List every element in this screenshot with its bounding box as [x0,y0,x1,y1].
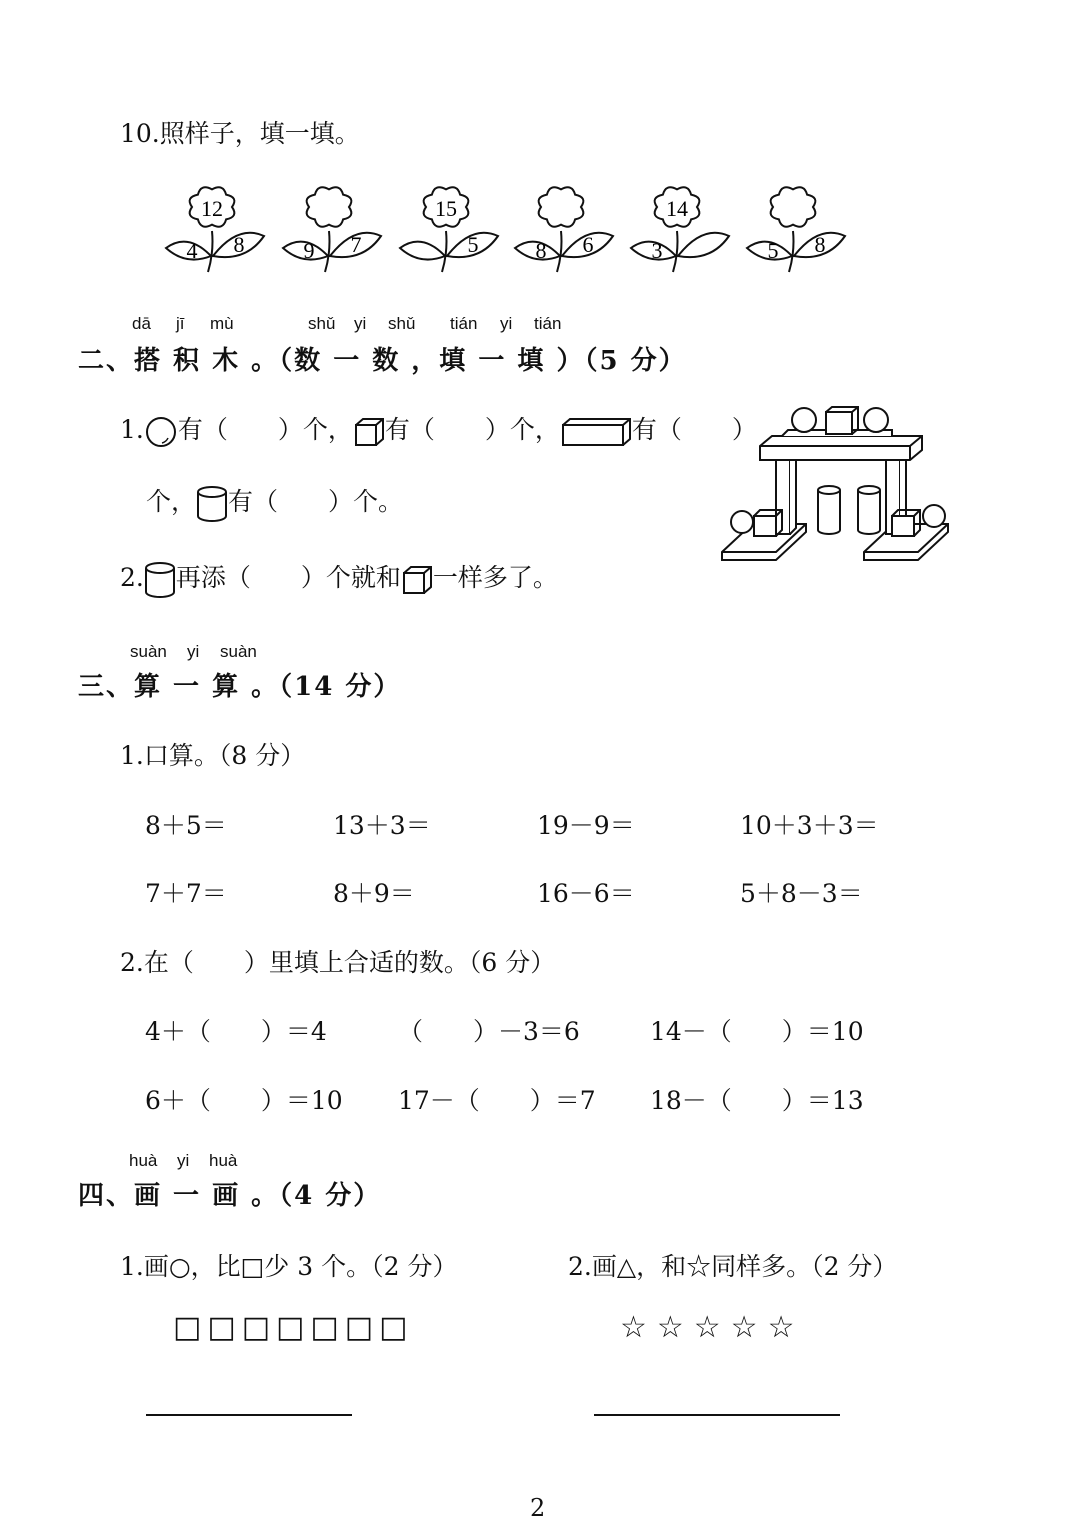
fill-in-equation: 17－（ ）＝7 [398,1086,596,1115]
right-leaf-number: 8 [814,232,826,257]
pinyin-mu: mù [210,314,234,333]
flower-stem [673,231,678,272]
equation: 8＋9＝ [333,879,415,908]
sphere-icon [144,416,178,448]
pinyin-yi1: yi [354,314,367,333]
page-number: 2 [530,1494,546,1522]
cylinder-count: 有（ ）个。 [228,487,404,516]
left-leaf-number: 8 [535,238,547,263]
flower-top-number: 14 [666,196,688,221]
left-leaf-number: 3 [651,238,663,263]
fill-in-equation: 14－（ ）＝10 [650,1017,864,1046]
pinyin-suan1: suàn [130,642,167,661]
right-leaf-number: 8 [233,232,245,257]
pinyin-tian1: tián [450,314,478,333]
fill-in-equation: 18－（ ）＝13 [650,1086,864,1115]
section2-heading: 二、搭 积 木 。（数 一 数 ，填 一 填 ）（5 分） [78,346,687,376]
q2-text-end: 一样多了。 [432,563,558,592]
pinyin-ji: jī [176,314,185,333]
left-leaf-number: 9 [303,238,315,263]
flower [166,187,264,272]
q2-number: 2. [120,563,144,592]
sec4-q1: 1.画○，比□少 3 个。（2 分） [120,1252,458,1281]
answer-line-triangles[interactable] [594,1414,840,1416]
left-leaf-number: 5 [767,238,779,263]
sec2-q1-line1 [120,410,757,448]
right-leaf-number: 6 [582,232,594,257]
stars-row: ☆☆☆☆☆ [620,1310,805,1345]
pinyin-da: dā [132,314,151,333]
left-leaf [400,242,445,260]
equation: 7＋7＝ [145,879,227,908]
flower-top-number: 12 [201,196,223,221]
equation: 10＋3＋3＝ [740,811,879,840]
pinyin-yi2: yi [500,314,513,333]
sphere-count: 有（ ）个， [177,415,353,444]
flower-stem [442,231,447,272]
cylinder-icon [144,561,176,599]
pinyin-yi3: yi [187,642,200,661]
fill-in-equation: 4＋（ ）＝4 [145,1017,327,1046]
right-leaf-number: 5 [467,232,479,257]
equation: 13＋3＝ [333,811,431,840]
pinyin-shu1: shǔ [308,314,336,333]
flower-top-number: 15 [435,196,457,221]
section4-heading: 四、画 一 画 。（4 分） [78,1181,382,1211]
flower-stem [557,231,562,272]
right-leaf-number: 7 [350,232,362,257]
flower-head [771,187,816,226]
flower [631,187,729,272]
equation: 5＋8－3＝ [740,879,863,908]
flower [747,187,845,272]
sec3-sub1: 1.口算。（8 分） [120,741,306,770]
cuboid-count: 有（ ） [631,415,757,444]
cube-icon [401,565,433,595]
block-structure-illustration [716,400,956,570]
flower [400,187,498,272]
flower-row [0,180,1080,280]
q1-number: 1. [120,415,144,444]
pinyin-hua1: huà [129,1151,158,1170]
left-leaf-number: 4 [186,238,198,263]
pinyin-suan2: suàn [220,642,257,661]
q10-title: 10.照样子，填一填。 [120,119,360,148]
pinyin-yi4: yi [177,1151,190,1170]
sec2-q1-line2 [146,482,403,523]
pinyin-hua2: huà [209,1151,238,1170]
flower-head [307,187,352,226]
flower-stem [208,231,213,272]
cylinder-icon [196,485,228,523]
cuboid-icon [560,417,632,447]
flower [515,187,613,272]
flower-stem [325,231,330,272]
flower [283,187,381,272]
equation: 19－9＝ [537,811,635,840]
fill-in-equation: 6＋（ ）＝10 [145,1086,343,1115]
cube-icon [353,417,385,447]
squares-row: □□□□□□□ [173,1310,414,1345]
q1-line2-prefix: 个， [146,487,197,516]
equation: 16－6＝ [537,879,635,908]
sec3-sub2: 2.在（ ）里填上合适的数。（6 分） [120,948,556,977]
fill-in-equation: （ ）－3＝6 [398,1017,580,1046]
pinyin-shu2: shǔ [388,314,416,333]
sec4-q2: 2.画△，和☆同样多。（2 分） [568,1252,898,1281]
answer-line-circles[interactable] [146,1414,352,1416]
sec2-q2 [120,558,558,599]
flower-head [539,187,584,226]
q2-text-mid: 再添（ ）个就和 [175,563,401,592]
right-leaf [678,233,729,257]
section3-heading: 三、算 一 算 。（14 分） [78,672,402,702]
pinyin-tian2: tián [534,314,562,333]
cube-count: 有（ ）个， [384,415,560,444]
equation: 8＋5＝ [145,811,227,840]
flower-stem [789,231,794,272]
